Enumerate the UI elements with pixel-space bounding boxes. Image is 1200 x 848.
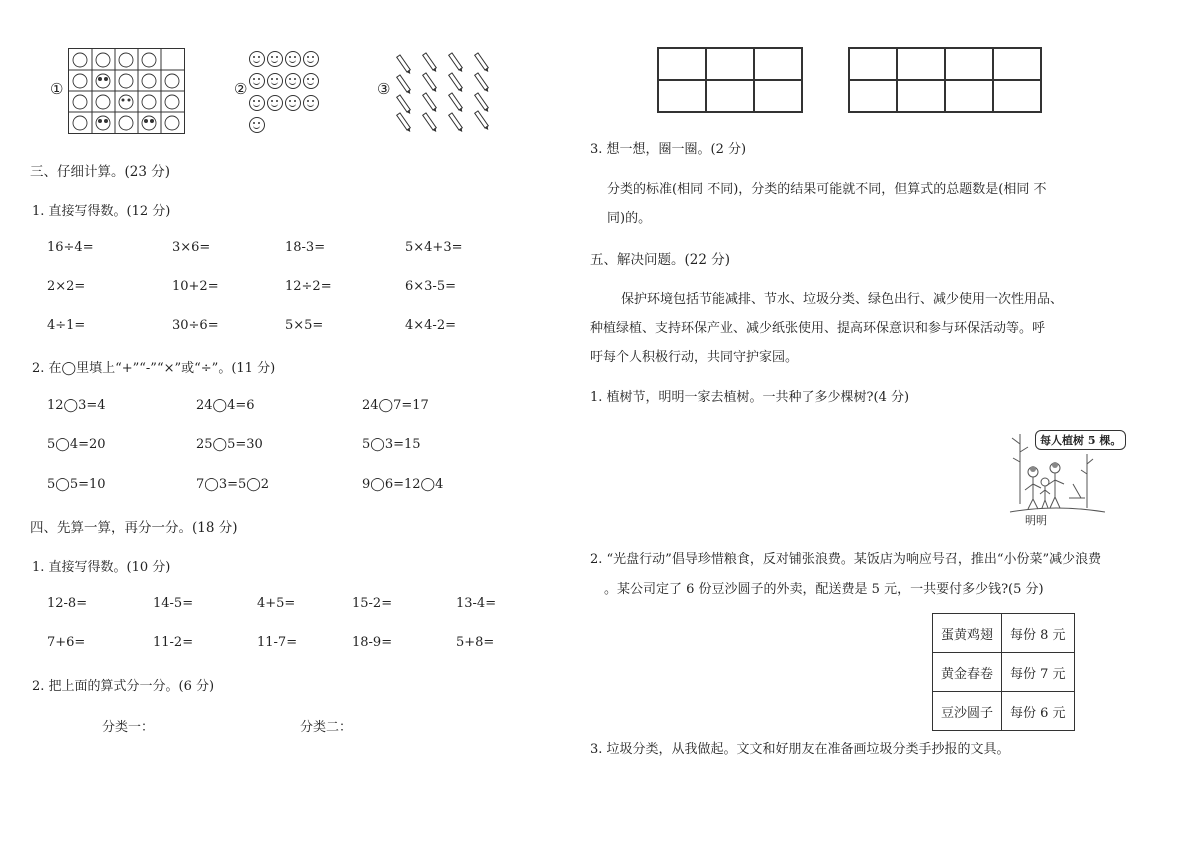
picture-label-1: ①	[50, 80, 64, 98]
calc-item: 4+5=	[257, 596, 296, 611]
section-3-q2-title: 2. 在◯里填上“+”“-”“×”或“÷”。(11 分)	[32, 361, 276, 376]
animal-grid-picture	[68, 48, 185, 134]
answer-cell[interactable]	[993, 80, 1041, 112]
table-row	[933, 653, 1075, 692]
classification-2-label: 分类二：	[300, 720, 353, 735]
problem-2-line1: 2. “光盘行动”倡导珍惜粮食，反对铺张浪费。某饭店为响应号召，推出“小份菜”减少浪费	[590, 552, 1102, 567]
speech-bubble-text: 每人植树 5 棵。	[1040, 434, 1122, 447]
calc-item: 15-2=	[352, 596, 393, 611]
operator-item: 24◯7=17	[362, 398, 429, 413]
section-3-title: 三、仔细计算。(23 分)	[30, 164, 171, 180]
answer-cell[interactable]	[849, 48, 897, 80]
dish-price: 每份 8 元	[1002, 614, 1075, 653]
tree-planting-illustration	[1005, 424, 1122, 527]
table-row	[933, 692, 1075, 731]
calc-item: 11-2=	[153, 635, 194, 650]
answer-cell[interactable]	[754, 48, 802, 80]
operator-item: 9◯6=12◯4	[362, 477, 444, 492]
illustration-caption: 明明	[1025, 514, 1047, 527]
calc-item: 13-4=	[456, 596, 497, 611]
faces-picture	[248, 50, 328, 138]
calc-item: 5×5=	[285, 318, 324, 333]
right-q3-line1: 分类的标准(相同 不同)，分类的结果可能就不同，但算式的总题数是(相同 不	[607, 182, 1047, 197]
calc-item: 3×6=	[172, 240, 211, 255]
calc-item: 18-9=	[352, 635, 393, 650]
right-q3-title: 3. 想一想，圈一圈。(2 分)	[590, 142, 747, 157]
operator-item: 24◯4=6	[196, 398, 255, 413]
answer-cell[interactable]	[897, 48, 945, 80]
section-5-intro-line2: 种植绿植、支持环保产业、减少纸张使用、提高环保意识和参与环保活动等。呼	[590, 321, 1046, 336]
section-5-intro-line1: 保护环境包括节能减排、节水、垃圾分类、绿色出行、减少使用一次性用品、	[621, 292, 1064, 307]
answer-cell[interactable]	[754, 80, 802, 112]
problem-3-text: 3. 垃圾分类，从我做起。文文和好朋友在准备画垃圾分类手抄报的文具。	[590, 742, 1010, 757]
pencils-picture	[395, 50, 495, 132]
section-3-q1-title: 1. 直接写得数。(12 分)	[32, 204, 171, 219]
answer-cell[interactable]	[945, 80, 993, 112]
answer-cell[interactable]	[897, 80, 945, 112]
calc-item: 12÷2=	[285, 279, 332, 294]
dish-name: 豆沙圆子	[933, 692, 1002, 731]
calc-item: 4×4-2=	[405, 318, 456, 333]
calc-item: 12-8=	[47, 596, 88, 611]
dish-name: 蛋黄鸡翅	[933, 614, 1002, 653]
section-4-q2-title: 2. 把上面的算式分一分。(6 分)	[32, 679, 215, 694]
section-5-title: 五、解决问题。(22 分)	[590, 252, 731, 268]
people-planting-svg	[1005, 424, 1105, 526]
calc-item: 14-5=	[153, 596, 194, 611]
picture-label-2: ②	[234, 80, 248, 98]
answer-cell[interactable]	[706, 80, 754, 112]
classification-table-1[interactable]	[657, 47, 803, 113]
problem-2-line2: 。某公司定了 6 份豆沙圆子的外卖，配送费是 5 元，一共要付多少钱?(5 分)	[604, 582, 1044, 597]
calc-item: 18-3=	[285, 240, 326, 255]
calc-item: 6×3-5=	[405, 279, 456, 294]
answer-cell[interactable]	[993, 48, 1041, 80]
operator-item: 5◯4=20	[47, 437, 106, 452]
calc-item: 7+6=	[47, 635, 86, 650]
answer-cell[interactable]	[658, 80, 706, 112]
calc-item: 5+8=	[456, 635, 495, 650]
operator-item: 7◯3=5◯2	[196, 477, 270, 492]
calc-item: 10+2=	[172, 279, 219, 294]
table-row	[933, 614, 1075, 653]
dish-price: 每份 6 元	[1002, 692, 1075, 731]
picture-label-3: ③	[377, 80, 391, 98]
operator-item: 5◯3=15	[362, 437, 421, 452]
dish-price: 每份 7 元	[1002, 653, 1075, 692]
calc-item: 4÷1=	[47, 318, 86, 333]
answer-cell[interactable]	[849, 80, 897, 112]
answer-cell[interactable]	[706, 48, 754, 80]
section-4-q1-title: 1. 直接写得数。(10 分)	[32, 560, 171, 575]
calc-item: 11-7=	[257, 635, 298, 650]
problem-1-text: 1. 植树节，明明一家去植树。一共种了多少棵树?(4 分)	[590, 390, 910, 405]
answer-cell[interactable]	[658, 48, 706, 80]
calc-item: 5×4+3=	[405, 240, 463, 255]
dish-name: 黄金春卷	[933, 653, 1002, 692]
classification-1-label: 分类一：	[102, 720, 155, 735]
operator-item: 12◯3=4	[47, 398, 106, 413]
answer-cell[interactable]	[945, 48, 993, 80]
calc-item: 16÷4=	[47, 240, 94, 255]
section-4-title: 四、先算一算，再分一分。(18 分)	[30, 520, 238, 536]
menu-price-table	[932, 613, 1075, 731]
operator-item: 5◯5=10	[47, 477, 106, 492]
classification-table-2[interactable]	[848, 47, 1042, 113]
animal-grid-svg	[69, 49, 184, 133]
operator-item: 25◯5=30	[196, 437, 263, 452]
right-q3-line2: 同)的。	[607, 211, 652, 226]
section-5-intro-line3: 吁每个人积极行动，共同守护家园。	[590, 350, 799, 365]
calc-item: 30÷6=	[172, 318, 219, 333]
calc-item: 2×2=	[47, 279, 86, 294]
